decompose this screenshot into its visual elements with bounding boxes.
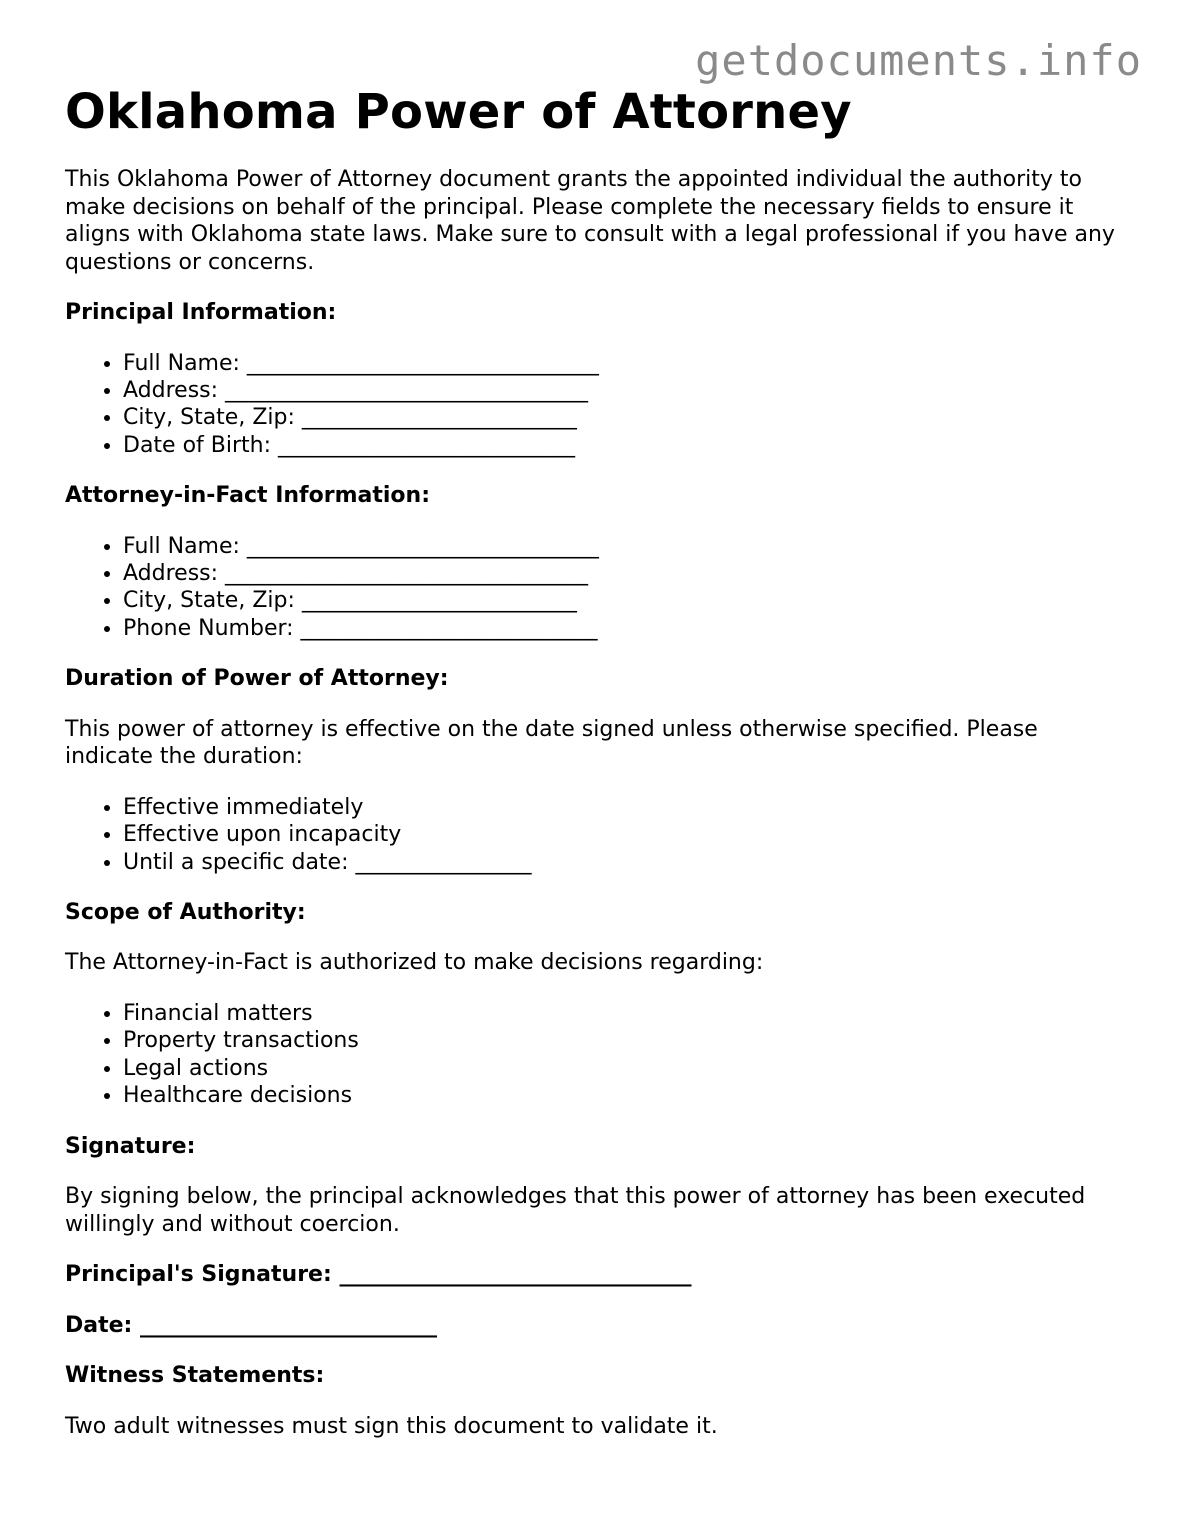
document-page (65, 84, 1125, 1463)
principal-signature-label: Principal's Signature: (65, 1262, 340, 1288)
principal-fields-list (65, 350, 1125, 460)
signature-paragraph: By signing below, the principal acknowledges that this power of attorney has been executed willingly and without coercion. (65, 1184, 1086, 1237)
witness-heading: Witness Statements: (65, 1363, 325, 1389)
principal-signature-blank: ________________________________ (339, 1262, 692, 1288)
attorney-city-state-zip-field: • City, State, Zip: _________________________ (123, 587, 1125, 614)
attorney-fields-list (65, 533, 1125, 643)
principal-full-name-field: • Full Name: ________________________________ (123, 350, 1125, 377)
principal-signature-line (65, 1261, 1125, 1289)
watermark-text: getdocuments.info (695, 36, 1142, 85)
principal-date-of-birth-field: • Date of Birth: ___________________________ (123, 432, 1125, 459)
scope-item-financial: • Financial matters (123, 1000, 1125, 1027)
attorney-full-name-field: • Full Name: ________________________________ (123, 533, 1125, 560)
principal-address-field: • Address: _________________________________ (123, 377, 1125, 404)
intro-paragraph: This Oklahoma Power of Attorney document grants the appointed individual the authority to make decisions on behalf of the principal. Please complete the necessary fields to ensure it aligns with Oklahoma state laws. Make sure to consult with a legal professional if you have any questions or concerns. (65, 167, 1115, 275)
scope-item-healthcare: • Healthcare decisions (123, 1082, 1125, 1109)
scope-item-legal: • Legal actions (123, 1055, 1125, 1082)
scope-heading: Scope of Authority: (65, 899, 306, 925)
attorney-address-field: • Address: _________________________________ (123, 560, 1125, 587)
principal-heading: Principal Information: (65, 300, 337, 325)
duration-option-immediately: • Effective immediately (123, 794, 1125, 821)
attorney-phone-number-field: • Phone Number: ___________________________ (123, 615, 1125, 642)
duration-options-list (65, 794, 1125, 876)
date-line (65, 1312, 1125, 1340)
scope-list (65, 1000, 1125, 1110)
duration-heading: Duration of Power of Attorney: (65, 666, 449, 692)
witness-paragraph: Two adult witnesses must sign this document to validate it. (65, 1413, 718, 1439)
date-label: Date: (65, 1312, 141, 1338)
attorney-heading: Attorney-in-Fact Information: (65, 483, 430, 509)
principal-city-state-zip-field: • City, State, Zip: _________________________ (123, 404, 1125, 431)
signature-heading: Signature: (65, 1133, 196, 1159)
scope-item-property: • Property transactions (123, 1027, 1125, 1054)
date-blank: ___________________________ (140, 1312, 438, 1338)
duration-option-specific-date: • Until a specific date: ________________ (123, 849, 1125, 876)
scope-paragraph: The Attorney-in-Fact is authorized to make decisions regarding: (65, 950, 764, 976)
duration-paragraph: This power of attorney is effective on the date signed unless otherwise specified. Please indicate the duration: (65, 716, 1038, 770)
duration-option-incapacity: • Effective upon incapacity (123, 821, 1125, 848)
document-title: Oklahoma Power of Attorney (65, 84, 852, 140)
